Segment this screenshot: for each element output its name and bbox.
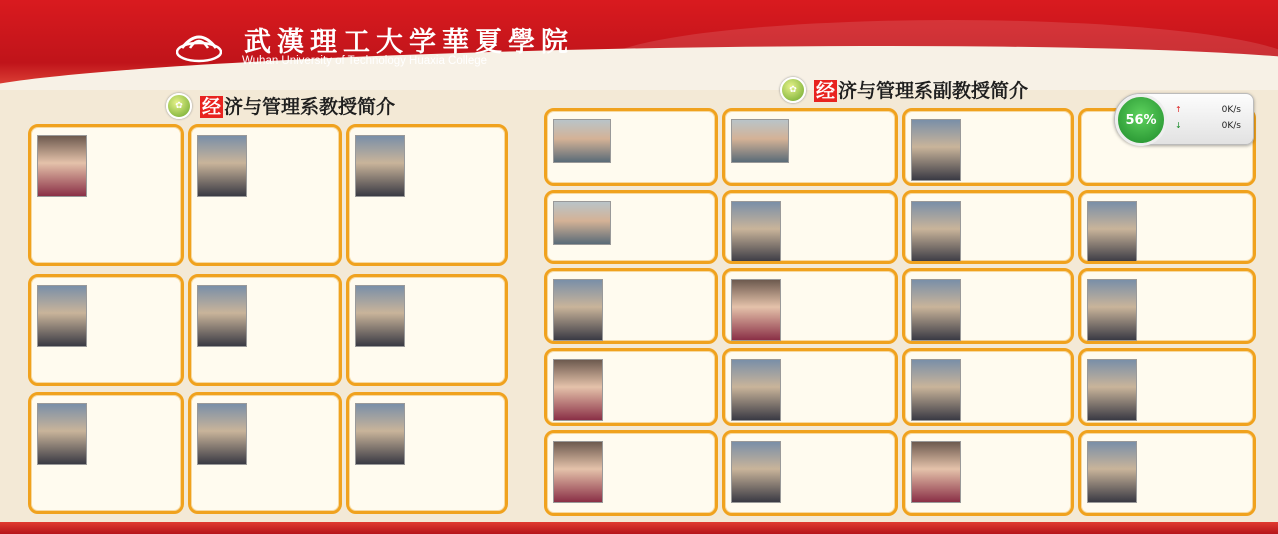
profile-card: [722, 430, 898, 516]
profile-card: [346, 392, 508, 514]
profile-card: [1078, 190, 1256, 264]
profile-card: [188, 274, 342, 386]
portrait-photo: [197, 403, 247, 465]
portrait-photo: [37, 135, 87, 197]
profile-card: [722, 268, 898, 344]
portrait-photo: [355, 135, 405, 197]
portrait-photo: [911, 279, 961, 341]
portrait-photo: [1087, 201, 1137, 263]
portrait-photo: [355, 285, 405, 347]
upload-speed: 0K/s: [1221, 105, 1241, 115]
profile-card: [1078, 430, 1256, 516]
profile-card: [188, 392, 342, 514]
section-badge-icon: ✿: [780, 77, 806, 103]
profile-card: [902, 108, 1074, 186]
profile-card: [544, 190, 718, 264]
profile-card: [722, 190, 898, 264]
profile-card: [28, 392, 184, 514]
profile-card: [346, 274, 508, 386]
profile-card: [28, 274, 184, 386]
assoc-professors-title: 经 济与管理系副教授简介: [816, 80, 1029, 102]
profile-card: [544, 348, 718, 426]
assoc-professors-heading: [780, 76, 1028, 103]
portrait-photo: [355, 403, 405, 465]
profile-card: [902, 348, 1074, 426]
portrait-photo: [197, 285, 247, 347]
upload-speed-row: [1175, 105, 1245, 115]
portrait-photo: [553, 201, 611, 245]
profile-card: [902, 190, 1074, 264]
download-arrow-icon: ↓: [1175, 121, 1182, 130]
portrait-photo: [553, 279, 603, 341]
portrait-photo: [731, 201, 781, 263]
portrait-photo: [1087, 359, 1137, 421]
network-usage-gauge: 56%: [1115, 94, 1167, 146]
portrait-photo: [911, 201, 961, 263]
college-logo-icon: [176, 24, 222, 64]
profile-card: [188, 124, 342, 266]
network-monitor-widget[interactable]: [1114, 93, 1254, 145]
portrait-photo: [553, 441, 603, 503]
portrait-photo: [37, 285, 87, 347]
profile-card: [902, 430, 1074, 516]
download-speed: 0K/s: [1221, 121, 1241, 131]
profile-card: [1078, 348, 1256, 426]
portrait-photo: [911, 441, 961, 503]
profile-card: [544, 268, 718, 344]
upload-arrow-icon: ↑: [1175, 105, 1182, 114]
profile-card: [1078, 268, 1256, 344]
portrait-photo: [553, 359, 603, 421]
profile-card: [722, 348, 898, 426]
portrait-photo: [1087, 441, 1137, 503]
portrait-photo: [911, 119, 961, 181]
section-badge-icon: ✿: [166, 93, 192, 119]
portrait-photo: [731, 359, 781, 421]
portrait-photo: [1087, 279, 1137, 341]
professors-heading: [166, 92, 395, 119]
portrait-photo: [731, 279, 781, 341]
profile-card: [544, 430, 718, 516]
footer-bar: [0, 522, 1278, 534]
profile-card: [902, 268, 1074, 344]
profile-card: [28, 124, 184, 266]
college-name-cn: 武漢理工大学華夏學院: [244, 27, 574, 58]
profile-card: [544, 108, 718, 186]
college-name-en: Wuhan University of Technology Huaxia College: [242, 55, 488, 67]
portrait-photo: [731, 119, 789, 163]
portrait-photo: [197, 135, 247, 197]
portrait-photo: [731, 441, 781, 503]
profile-card: [346, 124, 508, 266]
profile-card: [722, 108, 898, 186]
portrait-photo: [553, 119, 611, 163]
portrait-photo: [911, 359, 961, 421]
portrait-photo: [37, 403, 87, 465]
download-speed-row: [1175, 121, 1245, 131]
professors-title: 经 济与管理系教授简介: [202, 96, 396, 118]
